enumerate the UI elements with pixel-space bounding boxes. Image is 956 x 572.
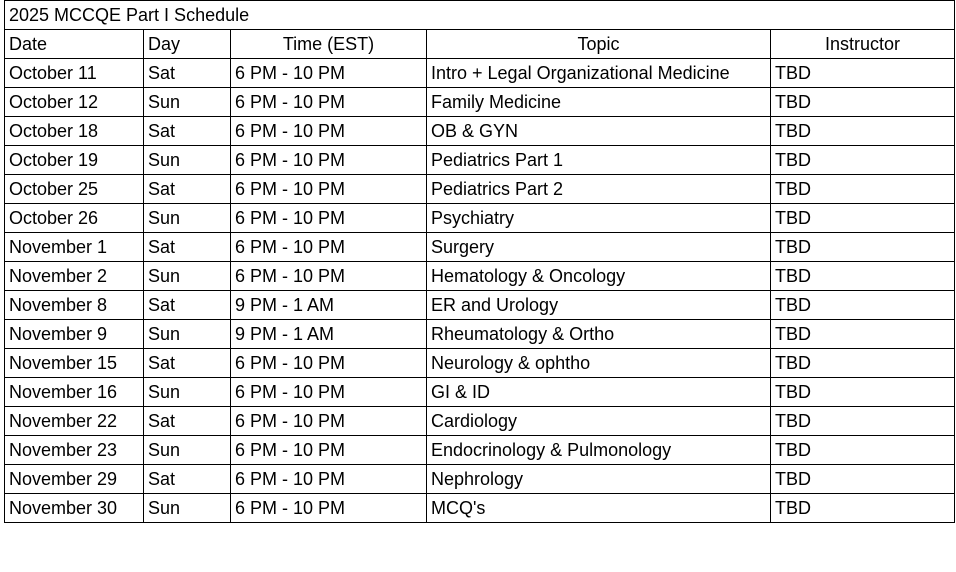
- cell-topic[interactable]: Cardiology: [427, 407, 771, 436]
- cell-instructor[interactable]: TBD: [771, 378, 955, 407]
- cell-time[interactable]: 6 PM - 10 PM: [231, 88, 427, 117]
- cell-date[interactable]: November 30: [5, 494, 144, 523]
- cell-date[interactable]: October 11: [5, 59, 144, 88]
- cell-instructor[interactable]: TBD: [771, 494, 955, 523]
- cell-topic[interactable]: Surgery: [427, 233, 771, 262]
- cell-instructor[interactable]: TBD: [771, 204, 955, 233]
- header-row: [5, 30, 955, 59]
- cell-time[interactable]: 9 PM - 1 AM: [231, 320, 427, 349]
- header-instructor: Instructor: [771, 30, 955, 59]
- cell-date[interactable]: November 2: [5, 262, 144, 291]
- cell-date[interactable]: October 12: [5, 88, 144, 117]
- cell-time[interactable]: 6 PM - 10 PM: [231, 233, 427, 262]
- cell-topic[interactable]: Intro + Legal Organizational Medicine: [427, 59, 771, 88]
- header-time: Time (EST): [231, 30, 427, 59]
- cell-day[interactable]: Sat: [144, 59, 231, 88]
- cell-day[interactable]: Sat: [144, 291, 231, 320]
- cell-time[interactable]: 6 PM - 10 PM: [231, 146, 427, 175]
- cell-topic[interactable]: Psychiatry: [427, 204, 771, 233]
- cell-day[interactable]: Sun: [144, 88, 231, 117]
- schedule-sheet: [4, 0, 954, 523]
- cell-day[interactable]: Sun: [144, 146, 231, 175]
- cell-day[interactable]: Sun: [144, 204, 231, 233]
- cell-instructor[interactable]: TBD: [771, 465, 955, 494]
- cell-date[interactable]: November 29: [5, 465, 144, 494]
- table-row: [5, 436, 955, 465]
- cell-instructor[interactable]: TBD: [771, 349, 955, 378]
- table-row: [5, 465, 955, 494]
- table-row: [5, 233, 955, 262]
- cell-time[interactable]: 6 PM - 10 PM: [231, 407, 427, 436]
- cell-time[interactable]: 6 PM - 10 PM: [231, 494, 427, 523]
- cell-time[interactable]: 6 PM - 10 PM: [231, 378, 427, 407]
- cell-instructor[interactable]: TBD: [771, 262, 955, 291]
- cell-date[interactable]: November 1: [5, 233, 144, 262]
- cell-day[interactable]: Sat: [144, 233, 231, 262]
- cell-topic[interactable]: Pediatrics Part 2: [427, 175, 771, 204]
- cell-date[interactable]: November 22: [5, 407, 144, 436]
- header-day: Day: [144, 30, 231, 59]
- table-row: [5, 59, 955, 88]
- table-row: [5, 262, 955, 291]
- schedule-body: [5, 59, 955, 523]
- cell-instructor[interactable]: TBD: [771, 146, 955, 175]
- table-row: [5, 204, 955, 233]
- table-row: [5, 88, 955, 117]
- cell-day[interactable]: Sun: [144, 436, 231, 465]
- cell-instructor[interactable]: TBD: [771, 436, 955, 465]
- cell-date[interactable]: November 8: [5, 291, 144, 320]
- title-row: [5, 1, 955, 30]
- table-row: [5, 175, 955, 204]
- cell-instructor[interactable]: TBD: [771, 175, 955, 204]
- cell-day[interactable]: Sat: [144, 117, 231, 146]
- schedule-title: 2025 MCCQE Part I Schedule: [5, 1, 955, 30]
- cell-topic[interactable]: Pediatrics Part 1: [427, 146, 771, 175]
- schedule-table: [4, 0, 955, 523]
- cell-day[interactable]: Sun: [144, 494, 231, 523]
- cell-time[interactable]: 6 PM - 10 PM: [231, 204, 427, 233]
- table-row: [5, 407, 955, 436]
- cell-topic[interactable]: GI & ID: [427, 378, 771, 407]
- cell-instructor[interactable]: TBD: [771, 233, 955, 262]
- cell-day[interactable]: Sun: [144, 262, 231, 291]
- cell-instructor[interactable]: TBD: [771, 407, 955, 436]
- cell-time[interactable]: 6 PM - 10 PM: [231, 262, 427, 291]
- cell-time[interactable]: 6 PM - 10 PM: [231, 117, 427, 146]
- table-row: [5, 320, 955, 349]
- cell-instructor[interactable]: TBD: [771, 320, 955, 349]
- cell-topic[interactable]: Neurology & ophtho: [427, 349, 771, 378]
- cell-topic[interactable]: Hematology & Oncology: [427, 262, 771, 291]
- cell-time[interactable]: 6 PM - 10 PM: [231, 175, 427, 204]
- cell-date[interactable]: November 15: [5, 349, 144, 378]
- cell-topic[interactable]: Family Medicine: [427, 88, 771, 117]
- cell-day[interactable]: Sun: [144, 320, 231, 349]
- cell-day[interactable]: Sat: [144, 175, 231, 204]
- table-row: [5, 146, 955, 175]
- table-row: [5, 494, 955, 523]
- cell-date[interactable]: November 16: [5, 378, 144, 407]
- table-row: [5, 117, 955, 146]
- cell-date[interactable]: October 25: [5, 175, 144, 204]
- cell-time[interactable]: 9 PM - 1 AM: [231, 291, 427, 320]
- cell-day[interactable]: Sat: [144, 349, 231, 378]
- cell-date[interactable]: November 23: [5, 436, 144, 465]
- cell-date[interactable]: October 18: [5, 117, 144, 146]
- table-row: [5, 291, 955, 320]
- header-date: Date: [5, 30, 144, 59]
- cell-time[interactable]: 6 PM - 10 PM: [231, 349, 427, 378]
- cell-topic[interactable]: Nephrology: [427, 465, 771, 494]
- cell-day[interactable]: Sat: [144, 407, 231, 436]
- table-row: [5, 349, 955, 378]
- cell-day[interactable]: Sun: [144, 378, 231, 407]
- cell-topic[interactable]: ER and Urology: [427, 291, 771, 320]
- cell-topic[interactable]: Endocrinology & Pulmonology: [427, 436, 771, 465]
- cell-time[interactable]: 6 PM - 10 PM: [231, 465, 427, 494]
- cell-time[interactable]: 6 PM - 10 PM: [231, 436, 427, 465]
- cell-instructor[interactable]: TBD: [771, 88, 955, 117]
- cell-topic[interactable]: MCQ's: [427, 494, 771, 523]
- cell-topic[interactable]: OB & GYN: [427, 117, 771, 146]
- cell-topic[interactable]: Rheumatology & Ortho: [427, 320, 771, 349]
- cell-date[interactable]: October 19: [5, 146, 144, 175]
- cell-instructor[interactable]: TBD: [771, 59, 955, 88]
- cell-instructor[interactable]: TBD: [771, 291, 955, 320]
- table-row: [5, 378, 955, 407]
- header-topic: Topic: [427, 30, 771, 59]
- cell-date[interactable]: November 9: [5, 320, 144, 349]
- cell-day[interactable]: Sat: [144, 465, 231, 494]
- cell-instructor[interactable]: TBD: [771, 117, 955, 146]
- cell-time[interactable]: 6 PM - 10 PM: [231, 59, 427, 88]
- cell-date[interactable]: October 26: [5, 204, 144, 233]
